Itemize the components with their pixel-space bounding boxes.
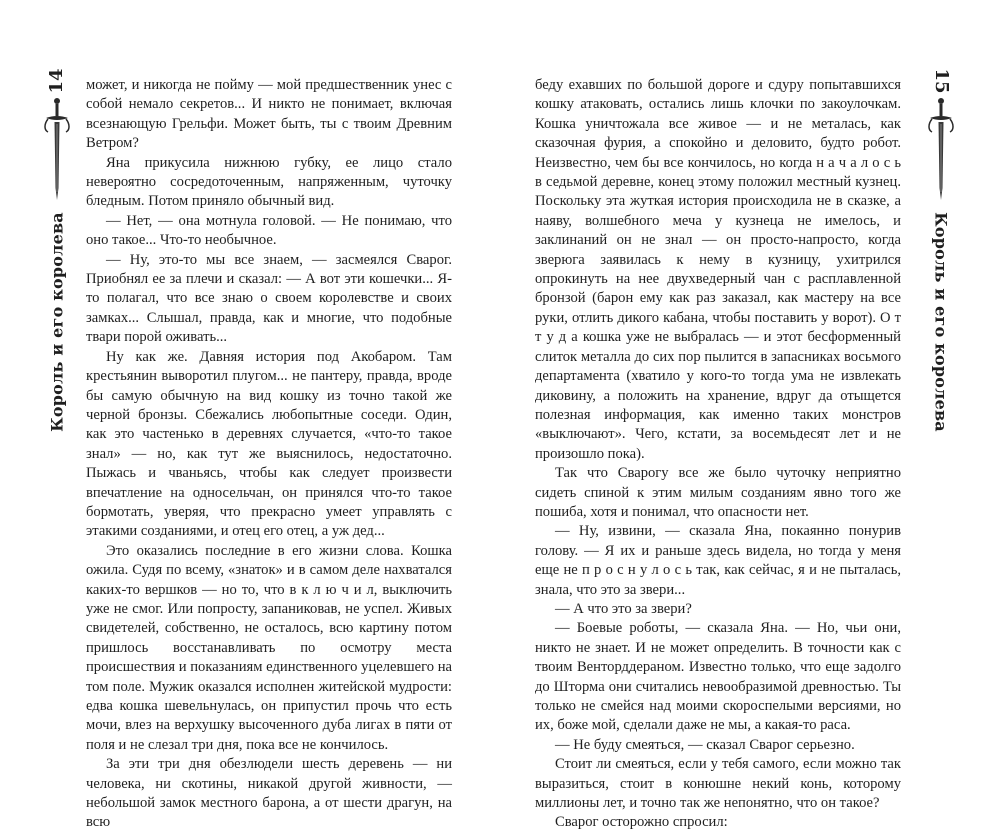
paragraph: — Не буду смеяться, — сказал Сварог серьезно.	[555, 736, 855, 753]
page-number: 15	[931, 68, 952, 94]
left-text-block	[86, 76, 452, 833]
left-margin	[40, 68, 74, 432]
paragraph: Яна прикусила нижнюю губку, ее лицо стало невероятно сосредоточенным, напряженным, чуточку бледным. Потом приняло обычный вид.	[86, 154, 452, 210]
right-page	[500, 0, 1000, 831]
page-number: 14	[46, 68, 67, 94]
paragraph: беду ехавших по большой дороге и сдуру попытавшихся кошку атаковать, остались лишь клочки по закоулочкам. Кошка уничтожала все живое — и не металась, как сказочная фурия, а спокойно и деловито, будто робот. Неизвестно, чем бы все кончилось, но когда н а ч а л о с ь в седьмой деревне, конец этому положил местный кузнец. Поскольку эта жуткая история происходила не в сказке, а наяву, волшебного меча у кузнеца не имелось, и заклинаний он не знал — он просто-напросто, когда зверюга заявилась к нему в кузницу, ухитрился опрокинуть на нее двухведерный чан с расплавленной бронзой (барон ему как раз заказал, как мастеру на все руки, отлить дикого кабана, чтобы поставить у ворот). О т т у д а кошка уже не выбралась — и этот бесформенный слиток металла до сих пор пылится в запасниках восьмого департамента (хватило у кого-то тогда ума не извлекать диковину, а положить на хранение, вдруг да отыщется полезная информация, как именно таких монстров «выключают». Чего, кстати, за восемьдесят лет и не произошло пока).	[535, 77, 901, 462]
paragraph: может, и никогда не пойму — мой предшественник унес с собой немало секретов... И никто не понимает, включая всезнающую Грельфи. Может быть, ты с твоим Древним Ветром?	[86, 77, 452, 152]
right-margin	[924, 68, 958, 432]
right-text-block	[535, 76, 901, 833]
paragraph: Ну как же. Давняя история под Акобаром. Там крестьянин выворотил плугом... не пантеру, правда, вроде бы самую обычную на вид кошку из точно такой же черной бронзы. Сбежались любопытные соседи. Один, как это частенько в деревнях случается, «что-то такое знал» — но, как тут же выяснилось, недостаточно. Пыжась и чваньясь, чтобы как следует произвести впечатление на односельчан, он принялся что-то такое бормотать, уверяя, что прекрасно умеет управлять с этакими созданиями, и отец его отец, а уж дед...	[86, 348, 452, 540]
paragraph: Сварог осторожно спросил:	[555, 814, 728, 831]
paragraph: — Нет, — она мотнула головой. — Не понимаю, что оно такое... Что-то необычное.	[86, 212, 452, 249]
paragraph: — Ну, это-то мы все знаем, — засмеялся Сварог. Приобнял ее за плечи и сказал: — А вот эти кошечки... Я-то полагал, что все знаю о своем королевстве и своих замках... Слышал, правда, как и многие, что подобные твари порой оживать...	[86, 251, 452, 346]
paragraph: — Боевые роботы, — сказала Яна. — Но, чьи они, никто не знает. И не может определить. В точности как с твоим Венторддераном. Известно только, что еще задолго до Шторма они считались невообразимой древностью. Ты только не смейся над моими скороспелыми версиями, но их, боже мой, сделали даже не мы, а какая-то раса.	[535, 620, 901, 734]
paragraph: — Ну, извини, — сказала Яна, покаянно понурив голову. — Я их и раньше здесь видела, но тогда у меня еще не п р о с н у л о с ь так, как сейчас, я и не пыталась, знала, что это за звери...	[535, 523, 901, 598]
running-title: Король и его королева	[931, 212, 951, 432]
paragraph: — А что это за звери?	[555, 600, 692, 617]
paragraph: Так что Сварогу все же было чуточку неприятно сидеть спиной к этим милым созданиям явно того же пошиба, хотя и понимал, что опасности нет.	[535, 465, 901, 520]
paragraph: Это оказались последние в его жизни слова. Кошка ожила. Судя по всему, «знаток» и в самом деле нахватался каких-то вершков — но то, что в к л ю ч и л, выключить уже не смог. Или попросту, запаниковав, не успел. Живых свидетелей, собственно, не осталось, всю картину потом пришлось восстанавливать по осмотру места происшествия и показаниям единственного уцелевшего на том поле. Мужик оказался исполнен житейской мудрости: едва кошка шевельнулась, он припустил прочь что есть мочи, влез на верхушку высоченного дуба лигах в пяти от поля и не слезал три дня, пока все не кончилось.	[86, 542, 452, 753]
paragraph: За эти три дня обезлюдели шесть деревень — ни человека, ни скотины, никакой другой живности, — небольшой замок местного барона, а от шести драгун, на всю	[86, 756, 452, 831]
sword-icon	[926, 96, 956, 206]
running-title: Король и его королева	[47, 212, 67, 432]
left-page	[0, 0, 500, 831]
paragraph: Стоит ли смеяться, если у тебя самого, если можно так выразиться, стоит в конюшне некий конь, которому миллионы лет, и точно так же непонятно, что он такое?	[535, 756, 901, 812]
sword-icon	[42, 96, 72, 206]
